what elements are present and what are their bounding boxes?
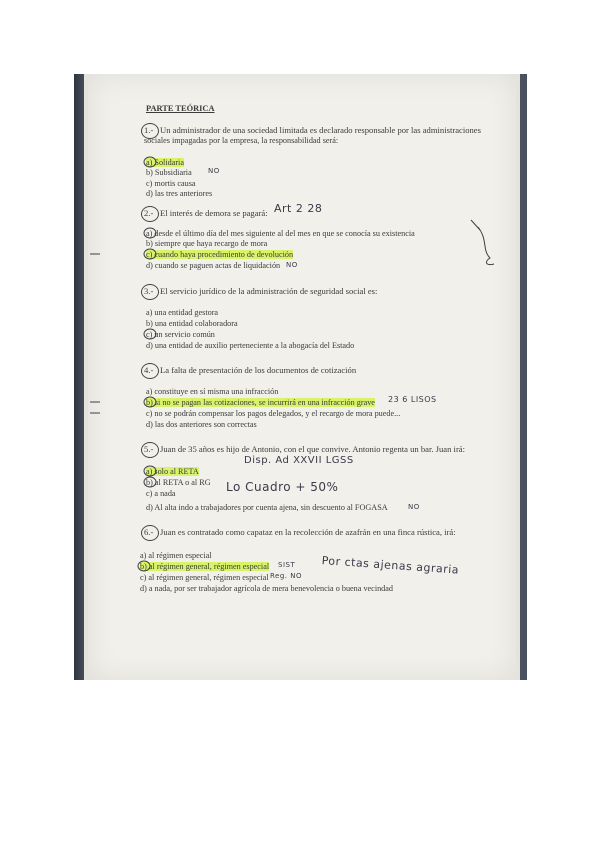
question-4-number: 4.-: [144, 365, 154, 375]
question-3-number: 3.-: [144, 286, 154, 296]
ink-marks: [116, 100, 516, 620]
q4-answer-circle: [144, 397, 156, 407]
q3-option-a: a) una entidad gestora: [146, 308, 219, 317]
q5-annotation-disp: Disp. Ad XXVII LGSS: [244, 455, 354, 466]
q3-option-d: d) una entidad de auxilio perteneciente a la abogacía del Estado: [146, 341, 355, 350]
exam-paper: [88, 74, 516, 680]
heading: PARTE TEÓRICA: [146, 104, 215, 113]
q1-option-d: d) las tres anteriores: [146, 189, 213, 198]
question-4-text: La falta de presentación de los documentos de cotización: [160, 365, 357, 375]
q5-option-c: c) a nada: [146, 489, 176, 498]
q3-option-b: b) una entidad colaboradora: [146, 319, 238, 328]
q1-option-c: c) mortis causa: [146, 179, 196, 188]
q3-option-c: c) un servicio común: [146, 330, 215, 339]
q2-option-a: a) desde el último día del mes siguiente al del mes en que se conocía su existencia: [146, 229, 415, 238]
q5-option-d: d) Al alta indo a trabajadores por cuenta ajena, sin descuento al FOGASA: [146, 503, 388, 512]
q6-annotation-reg: Reg. NO: [270, 572, 302, 580]
q1-answer-circle: [144, 157, 156, 167]
q6-option-a: a) al régimen especial: [140, 551, 212, 560]
q2-answer-circle: [144, 228, 156, 238]
question-2-text: El interés de demora se pagará:: [160, 208, 268, 218]
q2-answer-circle-c: [144, 249, 156, 259]
q5-answer-circle: [144, 466, 156, 476]
q2-annotation-art: Art 2 28: [274, 202, 323, 215]
q2-brace-mark: [478, 227, 494, 265]
q1-annotation-no: NO: [208, 167, 220, 175]
q1-option-b: b) Subsidiaria: [146, 168, 192, 177]
q4-annotation-ref: 23 6 LISOS: [388, 395, 437, 404]
q4-option-a: a) constituye en sí misma una infracción: [146, 387, 279, 396]
question-6-number: 6.-: [144, 527, 154, 537]
question-3-text: El servicio jurídico de la administración de seguridad social es:: [160, 286, 378, 296]
q6-option-d: d) a nada, por ser trabajador agrícola de mera benevolencia o buena vecindad: [140, 584, 394, 593]
q2-option-c: c) cuando haya procedimiento de devolución: [146, 250, 294, 259]
q5-annotation-cuadro: Lo Cuadro + 50%: [226, 480, 339, 494]
question-5-number: 5.-: [144, 444, 154, 454]
question-2-number: 2.-: [144, 208, 154, 218]
q5-option-a: a) solo al RETA: [146, 467, 199, 476]
q5-answer-circle-b: [144, 477, 156, 487]
q5-option-b: b) al RETA o al RG: [146, 478, 211, 487]
q6-annotation-ctas: Por ctas ajenas agraria: [321, 554, 460, 577]
question-1-text-line1: Un administrador de una sociedad limitada es declarado responsable por las administraciones: [160, 125, 481, 135]
q2-annotation-no: NO: [286, 261, 298, 269]
q5-annotation-no: NO: [408, 503, 420, 511]
question-1-text-line2: sociales impagadas por la empresa, la responsabilidad será:: [144, 136, 339, 145]
q1-option-a: a) Solidaria: [146, 158, 184, 167]
question-5-text: Juan de 35 años es hijo de Antonio, con el que convive. Antonio regenta un bar. Juan irá:: [160, 444, 466, 454]
q6-answer-circle: [138, 561, 150, 571]
q6-option-c: c) al régimen general, régimen especial: [140, 573, 269, 582]
question-6-text: Juan es contratado como capataz en la recolección de azafrán en una finca rústica, irá:: [160, 527, 456, 537]
q3-answer-circle: [144, 329, 156, 339]
scanned-photo: [74, 74, 527, 680]
question-1-number: 1.-: [144, 125, 154, 135]
q4-option-c: c) no se podrán compensar los pagos delegados, y el recargo de mora puede...: [146, 409, 401, 418]
q6-option-b: b) al régimen general, régimen especial: [140, 562, 270, 571]
q2-brace-line: [471, 220, 480, 230]
q4-option-b: b) si no se pagan las cotizaciones, se incurrirá en una infracción grave: [146, 398, 375, 407]
q6-annotation-sist: SIST: [278, 561, 296, 569]
q4-option-d: d) las dos anteriores son correctas: [146, 420, 257, 429]
q2-option-b: b) siempre que haya recargo de mora: [146, 239, 268, 248]
q2-option-d: d) cuando se paguen actas de liquidación: [146, 261, 281, 270]
